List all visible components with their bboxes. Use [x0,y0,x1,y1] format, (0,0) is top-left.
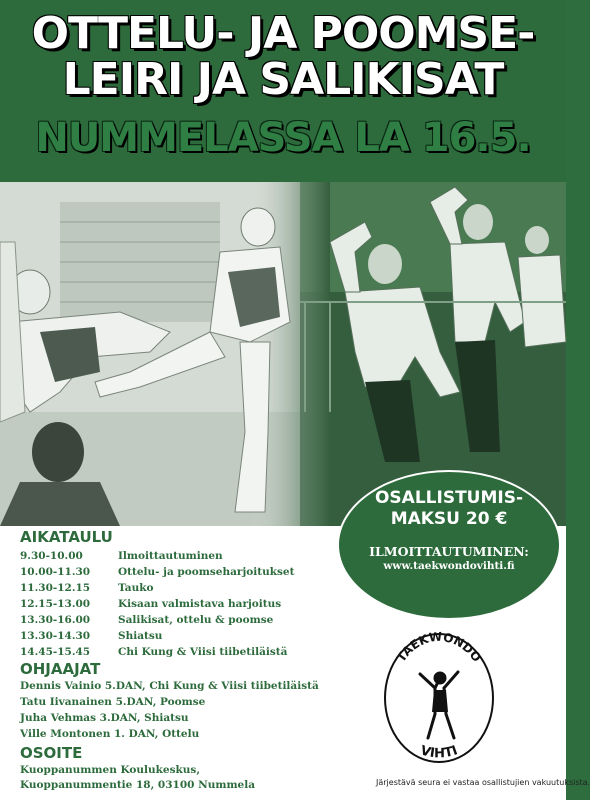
schedule-time: 9.30-10.00 [20,550,83,562]
schedule-row [20,566,294,578]
schedule-row [20,582,154,594]
taekwondo-vihti-logo [380,626,498,766]
fee-line-1: OSALLISTUMIS- [374,488,524,508]
insurance-disclaimer: Järjestävä seura ei vastaa osallistujien vakuutuksista. [376,778,590,787]
schedule-activity: Shiatsu [118,630,163,642]
schedule-activity: Salikisat, ottelu & poomse [118,614,274,626]
schedule-row [20,630,162,642]
instructor-line: Dennis Vainio 5.DAN, Chi Kung & Viisi tiibetiläistä [20,680,319,692]
address-heading: OSOITE [20,744,83,762]
schedule-time: 10.00-11.30 [20,566,91,578]
title-line-1: OTTELU- JA POOMSE- [31,8,535,59]
instructor-line: Juha Vehmas 3.DAN, Shiatsu [20,712,189,724]
registration-label: ILMOITTAUTUMINEN: [369,544,529,559]
schedule-heading: AIKATAULU [20,528,113,546]
schedule-time: 13.30-14.30 [20,630,91,642]
logo-text-top: TAEKWONDO [394,629,484,665]
address-line: Kuoppanummen Koulukeskus, [20,764,200,776]
schedule-activity: Tauko [118,582,154,594]
schedule-time: 13.30-16.00 [20,614,91,626]
fee-text [339,488,559,530]
schedule-row [20,646,287,658]
schedule-activity: Ilmoittautuminen [118,550,223,562]
schedule-activity: Ottelu- ja poomseharjoitukset [118,566,295,578]
schedule-time: 11.30-12.15 [20,582,91,594]
fee-oval [337,470,561,620]
schedule-row [20,598,281,610]
subtitle-date: NUMMELASSA LA 16.5. [35,115,531,161]
instructor-line: Ville Montonen 1. DAN, Ottelu [20,728,200,740]
header-banner [0,0,566,182]
schedule-row [20,550,223,562]
registration-url[interactable]: www.taekwondovihti.fi [383,560,515,572]
logo-text-bottom: VIHTI [418,743,460,762]
instructor-line: Tatu Iivanainen 5.DAN, Poomse [20,696,206,708]
instructors-heading: OHJAAJAT [20,660,101,678]
schedule-time: 14.45-15.45 [20,646,91,658]
schedule-time: 12.15-13.00 [20,598,91,610]
schedule-activity: Chi Kung & Viisi tiibetiläistä [118,646,288,658]
address-line: Kuoppanummentie 18, 03100 Nummela [20,779,256,791]
title-line-2: LEIRI JA SALIKISAT [62,54,504,105]
schedule-row [20,614,273,626]
schedule-activity: Kisaan valmistava harjoitus [118,598,282,610]
fee-line-2: MAKSU 20 € [390,509,508,529]
